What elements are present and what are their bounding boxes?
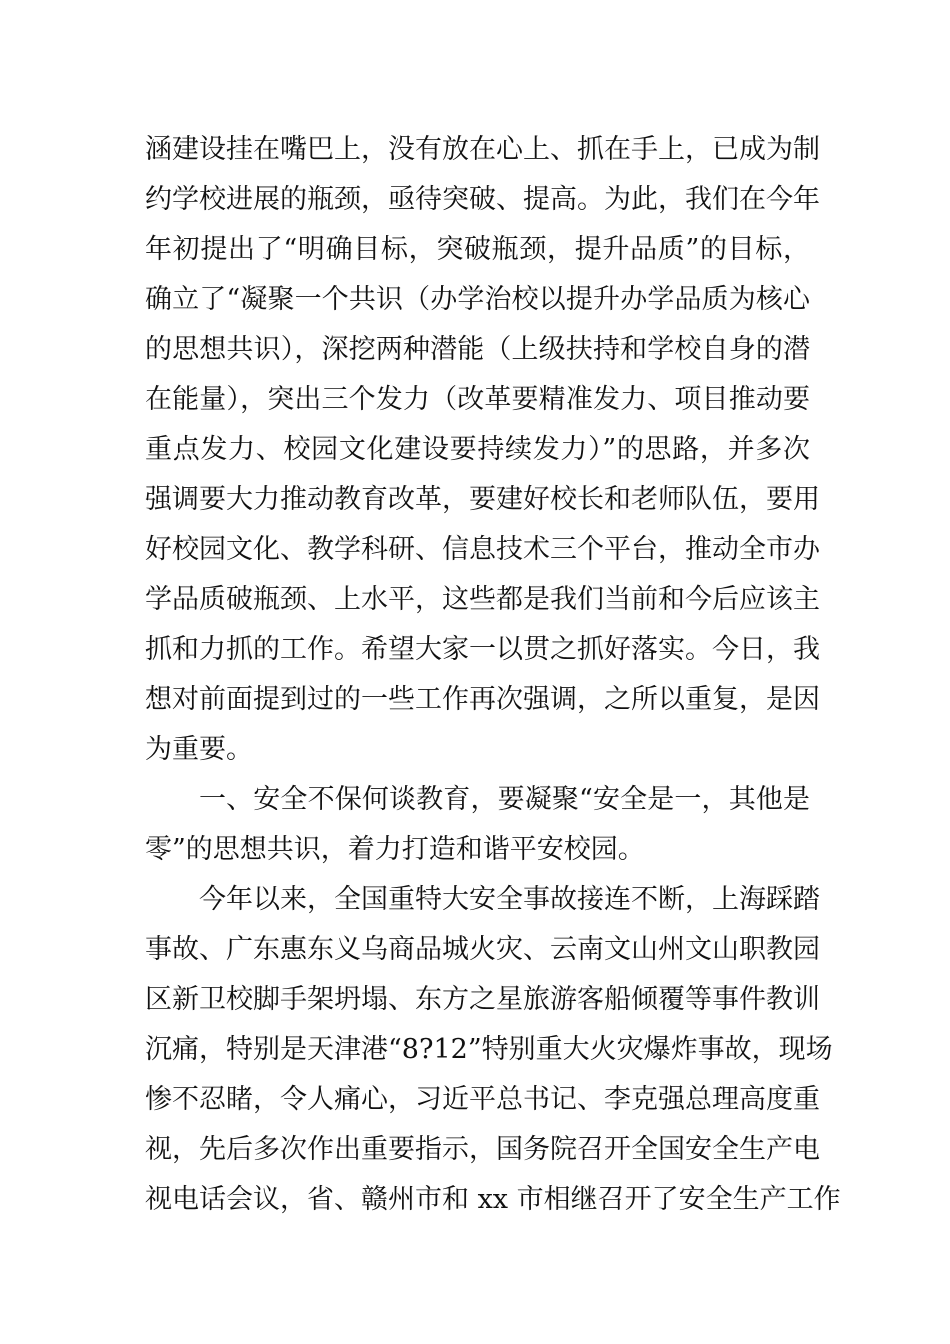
text-line: 好校园文化、教学科研、信息技术三个平台，推动全市办 [145,534,820,565]
text-line: 沉痛，特别是天津港“8?12”特别重大火灾爆炸事故，现场 [145,1034,833,1065]
text-line: 今年以来，全国重特大安全事故接连不断，上海踩踏 [199,884,820,915]
text-line: 区新卫校脚手架坍塌、东方之星旅游客船倾覆等事件教训 [145,984,820,1015]
text-line: 重点发力、校园文化建设要持续发力）”的思路，并多次 [145,434,810,465]
text-line: 惨不忍睹，令人痛心，习近平总书记、李克强总理高度重 [145,1084,820,1115]
body-text [145,125,841,1225]
text-line: 想对前面提到过的一些工作再次强调，之所以重复，是因 [145,684,820,715]
text-line: 视电话会议，省、赣州市和 xx 市相继召开了安全生产工作 [145,1184,841,1215]
section-heading-line: 零”的思想共识，着力打造和谐平安校园。 [145,834,645,865]
text-line: 确立了“凝聚一个共识（办学治校以提升办学品质为核心 [145,284,810,315]
text-line: 年初提出了“明确目标，突破瓶颈，提升品质”的目标， [145,234,810,265]
paragraph-3 [145,875,841,1225]
text-line: 的思想共识），深挖两种潜能（上级扶持和学校自身的潜 [145,334,810,365]
section-heading-line: 一、安全不保何谈教育，要凝聚“安全是一，其他是 [199,784,810,815]
paragraph-2 [145,775,810,875]
text-line: 学品质破瓶颈、上水平，这些都是我们当前和今后应该主 [145,584,820,615]
text-line: 事故、广东惠东义乌商品城火灾、云南文山州文山职教园 [145,934,820,965]
text-line: 抓和力抓的工作。希望大家一以贯之抓好落实。今日，我 [145,634,820,665]
text-line: 强调要大力推动教育改革，要建好校长和老师队伍，要用 [145,484,820,515]
text-line: 为重要。 [145,734,253,765]
text-line: 约学校进展的瓶颈，亟待突破、提高。为此，我们在今年 [145,184,820,215]
text-line: 视，先后多次作出重要指示，国务院召开全国安全生产电 [145,1134,820,1165]
paragraph-1 [145,125,820,775]
text-line: 在能量），突出三个发力（改革要精准发力、项目推动要 [145,384,810,415]
text-line: 涵建设挂在嘴巴上，没有放在心上、抓在手上，已成为制 [145,134,820,165]
